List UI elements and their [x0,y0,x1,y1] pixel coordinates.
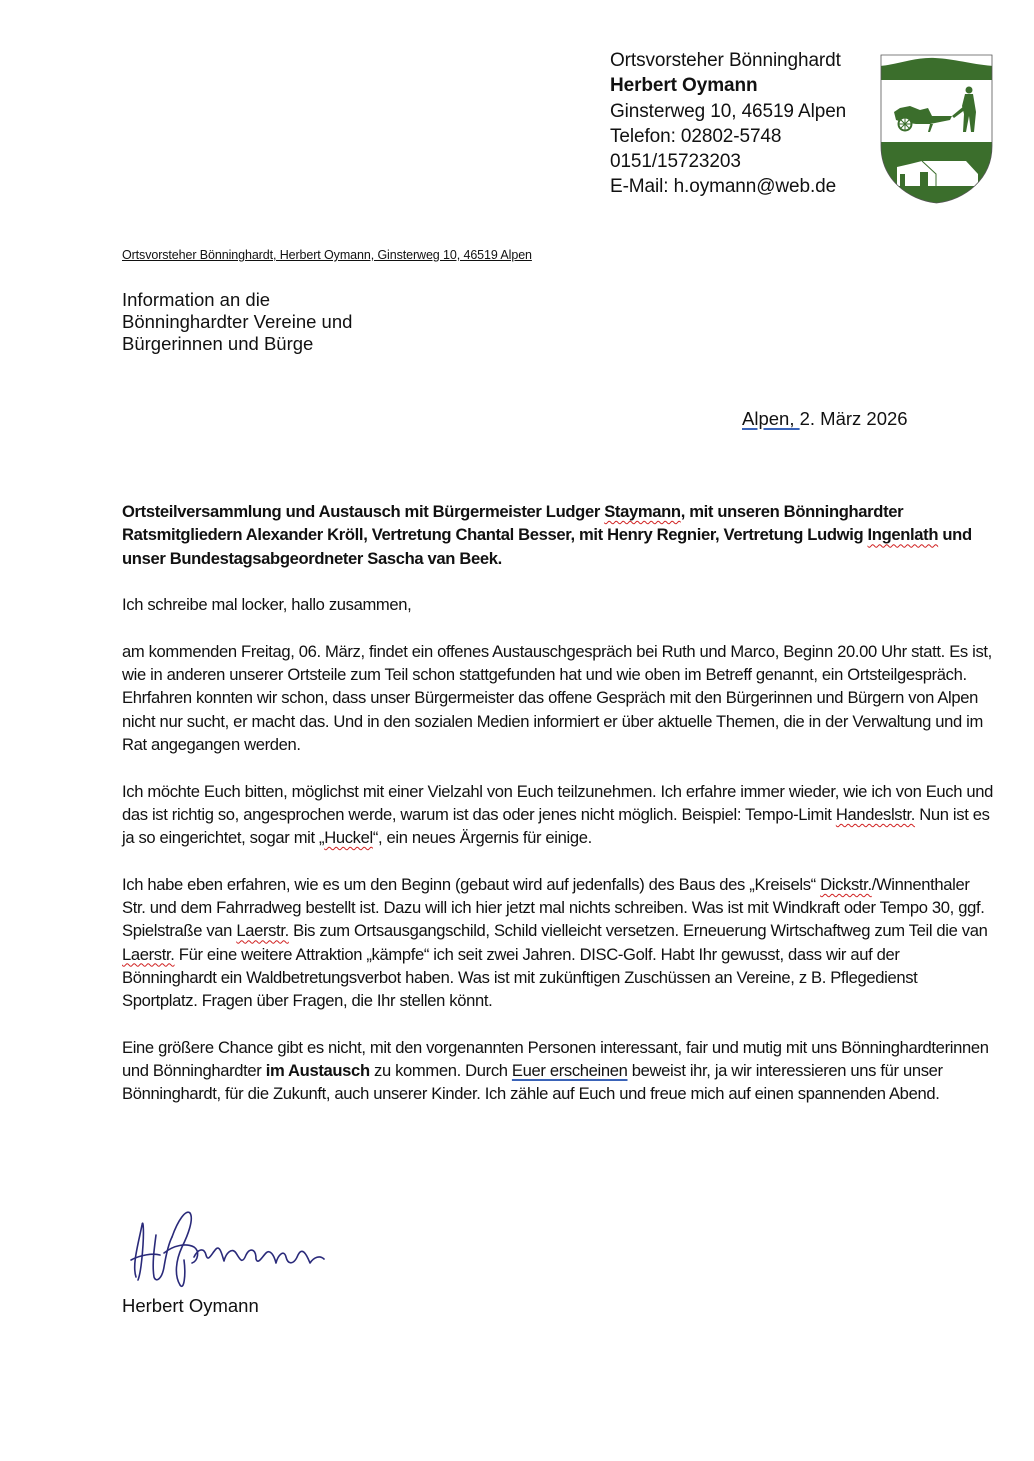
recipient-line: Bönninghardter Vereine und [122,311,353,332]
signer-name: Herbert Oymann [122,1295,259,1316]
spellcheck-flag: Huckel [324,828,373,848]
spellcheck-flag: Dickstr. [820,874,872,894]
date-line [742,408,908,430]
sender-mobile: 0151/15723203 [610,151,741,173]
recipient-line: Information an die [122,289,271,310]
grammar-flag: Euer erscheinen [511,1061,628,1081]
paragraph-topics [122,873,997,1013]
spellcheck-flag: Laerstr. [122,944,175,964]
sender-name: Herbert Oymann [610,75,758,97]
paragraph-invitation: am kommenden Freitag, 06. März, findet ein offenes Austauschgespräch bei Ruth und Marco, Beginn 20.00 Uhr statt. Es ist, wie in anderen unserer Ortsteile zum Teil schon stattgefunden hat und wie oben im Betreff genannt, ein Ortsteilgespräch. Ehrfahren konnten wir schon, dass unser Bürgermeister das offene Gespräch mit den Bürgerinnen und Bürgern von Alpen nicht nur sucht, er macht das. Und in den sozialen Medien informiert er über aktuelle Themen, die in der Verwaltung und im Rat angegangen werden. [122,641,992,754]
date-place: Alpen, [742,408,800,429]
paragraph-text: Nun ist es ja so eingerichtet, sogar mit „ [122,804,990,848]
paragraph-text: “, ein neues Ärgernis für einige. [372,828,592,848]
spellcheck-flag: Staymann [604,502,681,521]
recipient-line: Bürgerinnen und Bürge [122,333,314,354]
subject-line [122,500,997,570]
return-address-line: Ortsvorsteher Bönninghardt, Herbert Oymann, Ginsterweg 10, 46519 Alpen [122,248,532,262]
sender-phone: Telefon: 02802-5748 [610,125,782,147]
paragraph-closing [122,1036,997,1106]
spellcheck-flag: Laerstr. [236,921,289,941]
subject-text: , mit unseren Bönninghardter Ratsmitgliedern Alexander Kröll, Vertretung Chantal Besser, mit Henry Regnier, Vertretung Ludwig [122,502,904,545]
spellcheck-flag: Ingenlath [867,525,939,545]
spellcheck-flag: Handeslstr. [835,804,916,824]
sender-address: Ginsterweg 10, 46519 Alpen [610,100,847,122]
sender-block [610,48,846,200]
paragraph-text: zu kommen. Durch [369,1061,512,1081]
coat-of-arms-icon [880,54,993,204]
paragraph-request [122,780,997,850]
handwritten-signature-icon [128,1205,328,1295]
paragraph-text: Eine größere Chance gibt es nicht, mit den vorgenannten Personen interessant, fair und mutig mit uns Bönninghardterinnen und Bönninghardter [122,1037,989,1081]
recipient-block [122,289,352,355]
letter-body [122,500,997,1129]
date-value: 2. März 2026 [799,408,908,429]
sender-email: E-Mail: h.oymann@web.de [610,176,837,198]
paragraph-text: Für eine weitere Attraktion „kämpfe“ ich seit zwei Jahren. DISC-Golf. Habt Ihr gewusst, dass wir auf der Bönninghardt ein Waldbetretungsverbot haben. Was ist mit zukünftigen Zuschüssen an Vereine, z B. Pflegedienst Sportplatz. Fragen über Fragen, die Ihr stellen könnt. [122,944,918,1011]
paragraph-text: Ich habe eben erfahren, wie es um den Beginn (gebaut wird auf jedenfalls) des Baus des „Kreisels“ [122,874,821,894]
paragraph-text: Bis zum Ortsausgangschild, Schild vielleicht versetzen. Erneuerung Wirtschaftweg zum Teil die van [288,921,988,941]
subject-text: Ortsteilversammlung und Austausch mit Bürgermeister Ludger [122,502,605,521]
paragraph-text: /Winnenthaler Str. und dem Fahrradweg bestellt ist. Dazu will ich hier jetzt mal nichts schreiben. Was ist mit Windkraft oder Tempo 30, ggf. Spielstraße van [122,874,985,941]
paragraph-text: beweist ihr, ja wir interessieren uns für unser Bönninghardt, für die Zukunft, auch unserer Kinder. Ich zähle auf Euch und freue mich auf einen spannenden Abend. [122,1061,943,1104]
sender-title: Ortsvorsteher Bönninghardt [610,50,841,71]
subject-text: und unser Bundestagsabgeordneter Sascha van Beek. [122,525,972,568]
greeting: Ich schreibe mal locker, hallo zusammen, [122,595,412,615]
paragraph-text: Ich möchte Euch bitten, möglichst mit einer Vielzahl von Euch teilzunehmen. Ich erfahre immer wieder, wie ich von Euch und das ist richtig so, angesprochen werde, warum ist das oder jenes nicht möglich. Beispiel: Tempo-Limit [122,781,994,824]
emphasis-text: im Austausch [265,1061,370,1081]
